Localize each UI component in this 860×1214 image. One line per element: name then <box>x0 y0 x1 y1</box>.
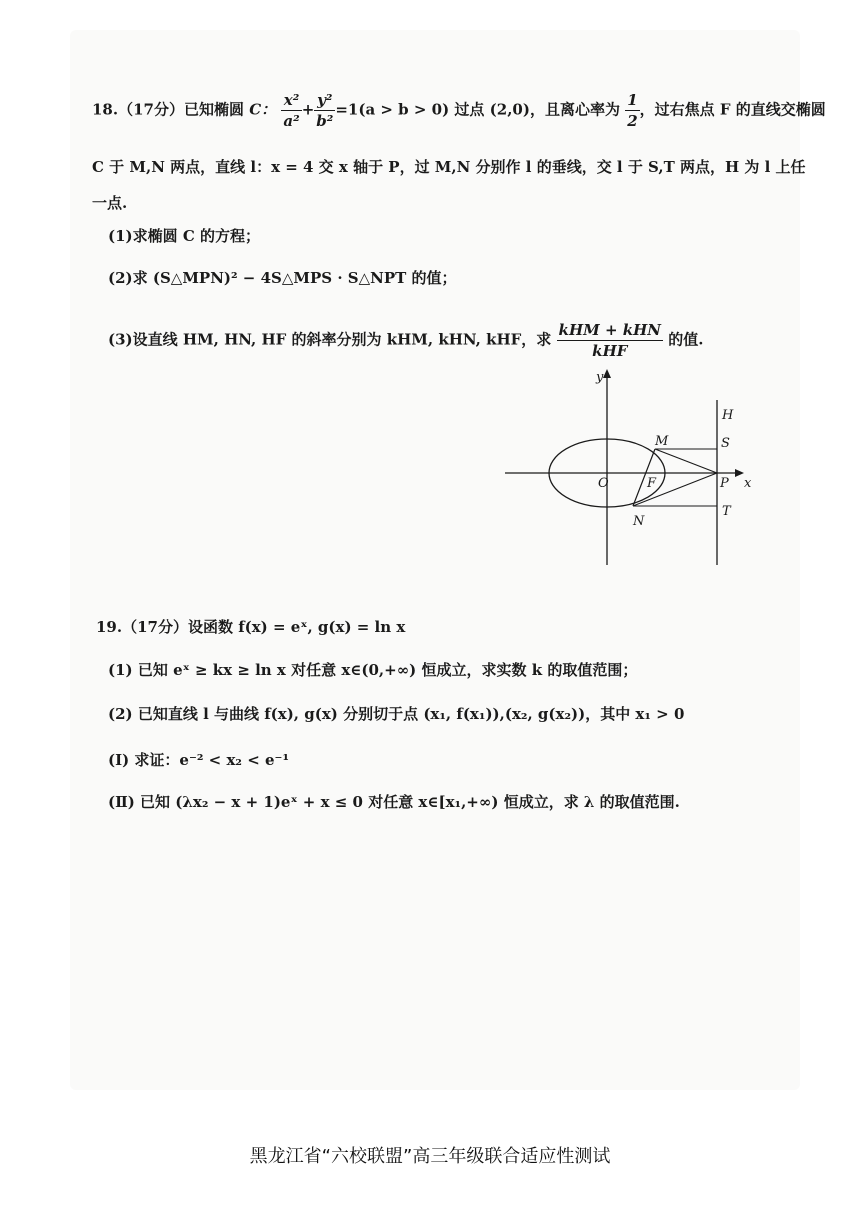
q18-line2: C 于 M,N 两点，直线 l：x = 4 交 x 轴于 P，过 M,N 分别作 l 的垂线，交 l 于 S,T 两点，H 为 l 上任 <box>92 158 806 176</box>
label-p: P <box>720 476 729 491</box>
q19-part2-i: (Ⅰ) 求证：e⁻² < x₂ < e⁻¹ <box>108 751 290 769</box>
q18-line1: 18.（17分）已知椭圆 C： $\frac{\text{x²}}{\text{a²}}$ + $\frac{\text{y²}}{\text{b²}}$ =1(a > b > 0) 过点 (2,0)，且离心率为 $\frac{1}{2}$ ，过右焦点 F 的直线交椭圆 <box>92 91 826 130</box>
y-squared-fraction: $\frac{\text{y²}}{\text{b²}}$ <box>316 91 334 130</box>
slope-ratio-fraction: $\frac{\text{kHM + kHN}}{\text{kHF}}$ <box>558 321 662 360</box>
q18-line3: 一点. <box>92 194 128 212</box>
ellipse-label: C： <box>249 100 277 119</box>
segment-np <box>633 473 717 506</box>
label-h: H <box>722 408 734 423</box>
label-f: F <box>647 476 657 491</box>
label-t: T <box>722 504 731 519</box>
q18-line1-end: ，过右焦点 F 的直线交椭圆 <box>639 100 826 119</box>
eccentricity-fraction: $\frac{1}{2}$ <box>627 91 638 130</box>
q19-part2-ii: (Ⅱ) 已知 (λx₂ − x + 1)eˣ + x ≤ 0 对任意 x∈[x₁,+∞) 恒成立，求 λ 的取值范围. <box>108 793 680 811</box>
q18-intro: 18.（17分）已知椭圆 <box>92 100 244 119</box>
label-s: S <box>721 436 730 451</box>
label-n: N <box>633 514 645 529</box>
q18-part3-end: 的值. <box>668 330 704 349</box>
q18-part3-text: (3)设直线 HM, HN, HF 的斜率分别为 kHM, kHN, kHF，求 <box>108 330 552 349</box>
label-x: x <box>744 476 752 491</box>
label-o: O <box>598 476 609 491</box>
q18-part1: (1)求椭圆 C 的方程； <box>108 227 261 245</box>
q19-part2: (2) 已知直线 l 与曲线 f(x), g(x) 分别切于点 (x₁, f(x₁)),(x₂, g(x₂))，其中 x₁ > 0 <box>108 705 685 723</box>
q18-part2: (2)求 (S△MPN)² − 4S△MPS · S△NPT 的值； <box>108 269 457 287</box>
q18-part3 <box>108 320 703 361</box>
x-squared-fraction: $\frac{\text{x²}}{\text{a²}}$ <box>283 91 300 130</box>
label-m: M <box>655 434 669 449</box>
label-y: y <box>596 370 604 385</box>
x-axis-arrow <box>735 469 744 477</box>
ellipse-figure <box>490 365 760 575</box>
q19-part1: (1) 已知 eˣ ≥ kx ≥ ln x 对任意 x∈(0,+∞) 恒成立，求实数 k 的取值范围； <box>108 661 638 679</box>
y-axis-arrow <box>603 369 611 378</box>
q18-condition: =1(a > b > 0) 过点 (2,0)，且离心率为 <box>335 100 620 119</box>
exam-footer: 黑龙江省“六校联盟”高三年级联合适应性测试 <box>249 1146 611 1167</box>
q19-line1: 19.（17分）设函数 f(x) = eˣ, g(x) = ln x <box>96 618 406 636</box>
